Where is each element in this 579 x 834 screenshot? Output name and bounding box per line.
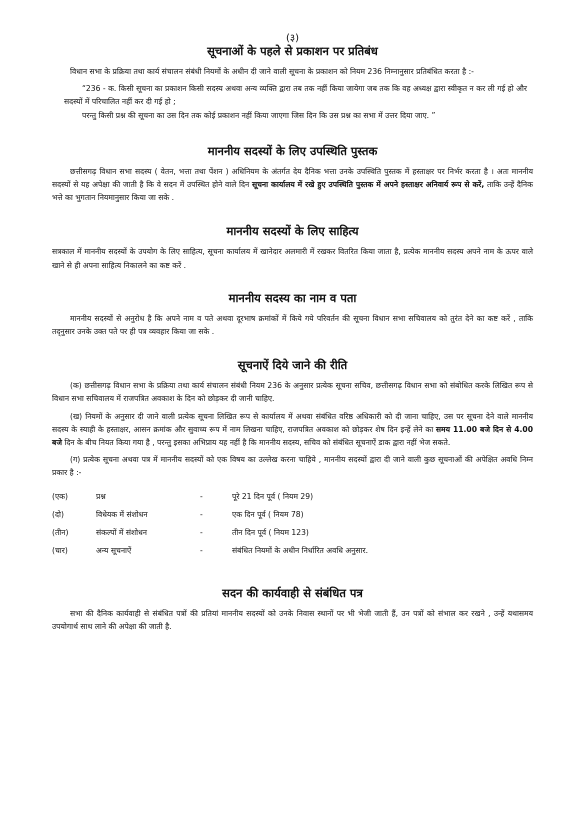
quote-rule-236-a: “236 - क. किसी सूचना का प्रकाशन किसी सदस्य अथवा अन्य व्यक्ति द्वारा तब तक नहीं किया जायेगा जब तक कि वह अध्यक्ष द्वारा स्वीकृत न कर ली गई हो और सदस्यों में परिचालित नहीं कर दी गई हो ;	[64, 84, 527, 107]
notice-kha-time: समय 11.00 बजे दिन से 4.00 बजे	[52, 424, 533, 448]
row-period: पूरे 21 दिन पूर्व ( नियम 29)	[232, 491, 314, 501]
row-item: प्रश्न	[96, 491, 106, 501]
row-period: संबंधित नियमों के अधीन निर्धारित अवधि अनुसार.	[232, 545, 369, 555]
row-number: (चार)	[52, 545, 68, 555]
notice-period-table	[52, 492, 368, 564]
table-row	[52, 492, 368, 510]
heading-publication-restriction: सूचनाओं के पहले से प्रकाशन पर प्रतिबंध	[207, 44, 378, 58]
row-dash: -	[200, 527, 203, 537]
table-row	[52, 546, 368, 564]
paragraph-rule-236: विधान सभा के प्रक्रिया तथा कार्य संचालन संबंधी नियमों के अधीन दी जाने वाली सूचना के प्रकाशन को नियम 236 निम्नानुसार प्रतिबंधित करता है :-	[70, 67, 474, 76]
row-number: (दो)	[52, 509, 64, 519]
row-dash: -	[200, 509, 203, 519]
paragraph-notice-kha	[52, 410, 533, 450]
page-number: (३)	[285, 33, 299, 44]
paragraph-name-address: माननीय सदस्यों से अनुरोध है कि अपने नाम व पते अथवा दूरभाष क्रमांकों में किये गये परिवर्तन की सूचना विधान सभा सचिवालय को तुरंत देने का कष्ट करें , ताकि तद्नुसार उनके उक्त पते पर ही पत्र व्यवहार किया जा सके .	[52, 313, 533, 337]
row-item: अन्य सूचनाऐं	[96, 545, 132, 555]
table-row	[52, 528, 368, 546]
table-row	[52, 510, 368, 528]
notice-kha-text-1: (ख) नियमों के अनुसार दी जाने वाली प्रत्येक सूचना लिखित रूप से कार्यालय में अथवा संबंधित वरिष्ठ अधिकारी को दी जाना चाहिए, उस पर सूचना देने वाले माननीय सदस्य के स्याही के हस्ताक्षर, आसन क्रमांक और सुवाच्य रूप में नाम लिखना चाहिए, राजपत्रित अवकाश को छोड़कर शेष दिन इन्हें लेने का	[52, 411, 533, 434]
notice-kha-text-2: दिन के बीच नियत किया गया है , परन्तु इसका अभिप्राय यह नहीं है कि माननीय सदस्य, सचिव को संबंधित सूचनाऐं डाक द्वारा नहीं भेज सकते.	[61, 438, 451, 448]
row-item: संकल्पों में संशोधन	[96, 527, 148, 537]
attendance-text-bold: सूचना कार्यालय में रखे हुए उपस्थिति पुस्तक में अपने हस्ताक्षर अनिवार्य रूप से करें,	[251, 180, 485, 190]
quote-rule-236-proviso: परन्तु किसी प्रश्न की सूचना का उस दिन तक कोई प्रकाशन नहीं किया जाएगा जिस दिन कि उस प्रश्न का सभा में उत्तर दिया जाए. ”	[82, 110, 436, 120]
paragraph-notice-ga: (ग) प्रत्येक सूचना अथवा पत्र में माननीय सदस्यों को एक विषय का उल्लेख करना चाहिये , माननीय सदस्यों द्वारा दी जाने वाली कुछ सूचनाओं की अपेक्षित अवधि निम्न प्रकार है :-	[52, 455, 533, 478]
heading-attendance-book: माननीय सदस्यों के लिए उपस्थिति पुस्तक	[207, 143, 378, 158]
row-item: विधेयक में संशोधन	[96, 509, 148, 519]
row-dash: -	[200, 491, 203, 501]
row-number: (तीन)	[52, 527, 69, 537]
row-period: तीन दिन पूर्व ( नियम 123)	[232, 527, 309, 537]
attendance-text-a: छत्तीसगढ़ विधान सभा सदस्य ( वेतन, भत्ता तथा पेंशन ) अधिनियम के अंतर्गत देय दैनिक भत्ता उनके उपस्थिति पुस्तक में हस्ताक्षर पर निर्भर करता है । अतः माननीय सदस्यों से यह अपेक्षा की जाती है कि वे सदन में उपस्थित होने वाले दिन	[52, 166, 533, 190]
heading-proceedings-papers: सदन की कार्यवाही से संबंधित पत्र	[222, 585, 363, 600]
heading-name-address: माननीय सदस्य का नाम व पता	[228, 290, 357, 305]
paragraph-literature: सत्रकाल में माननीय सदस्यों के उपयोग के लिए साहित्य, सूचना कार्यालय में खानेदार अलमारी में रखकर वितरित किया जाता है, प्रत्येक माननीय सदस्य अपने नाम के ऊपर वाले खाने से ही अपना साहित्य निकालने का कष्ट करें .	[52, 247, 533, 270]
paragraph-attendance	[52, 165, 533, 205]
heading-notice-method: सूचनाऐं दिये जाने की रीति	[237, 358, 348, 373]
paragraph-proceedings: सभा की दैनिक कार्यवाही से संबंधित पत्रों की प्रतियां माननीय सदस्यों को उनके निवास स्थानों पर भी भेजी जाती हैं, उन पत्रों को संभाल कर रखने , उन्हें यथासमय उपयोगार्थ साथ लाने की अपेक्षा की जाती है.	[52, 608, 533, 631]
row-number: (एक)	[52, 491, 68, 501]
paragraph-notice-ka: (क) छत्तीसगढ़ विधान सभा के प्रक्रिया तथा कार्य संचालन संबंधी नियम 236 के अनुसार प्रत्येक सूचना सचिव, छत्तीसगढ़ विधान सभा को संबोधित करके लिखित रूप से विधान सभा सचिवालय में राजपत्रित अवकाश के दिन को छोड़कर दी जानी चाहिए.	[52, 381, 533, 404]
attendance-text-c: ताकि उन्हें दैनिक भत्ते का भुगतान नियमानुसार किया जा सके .	[52, 180, 533, 203]
row-period: एक दिन पूर्व ( नियम 78)	[232, 509, 304, 519]
heading-literature: माननीय सदस्यों के लिए साहित्य	[226, 224, 359, 239]
row-dash: -	[200, 545, 203, 555]
